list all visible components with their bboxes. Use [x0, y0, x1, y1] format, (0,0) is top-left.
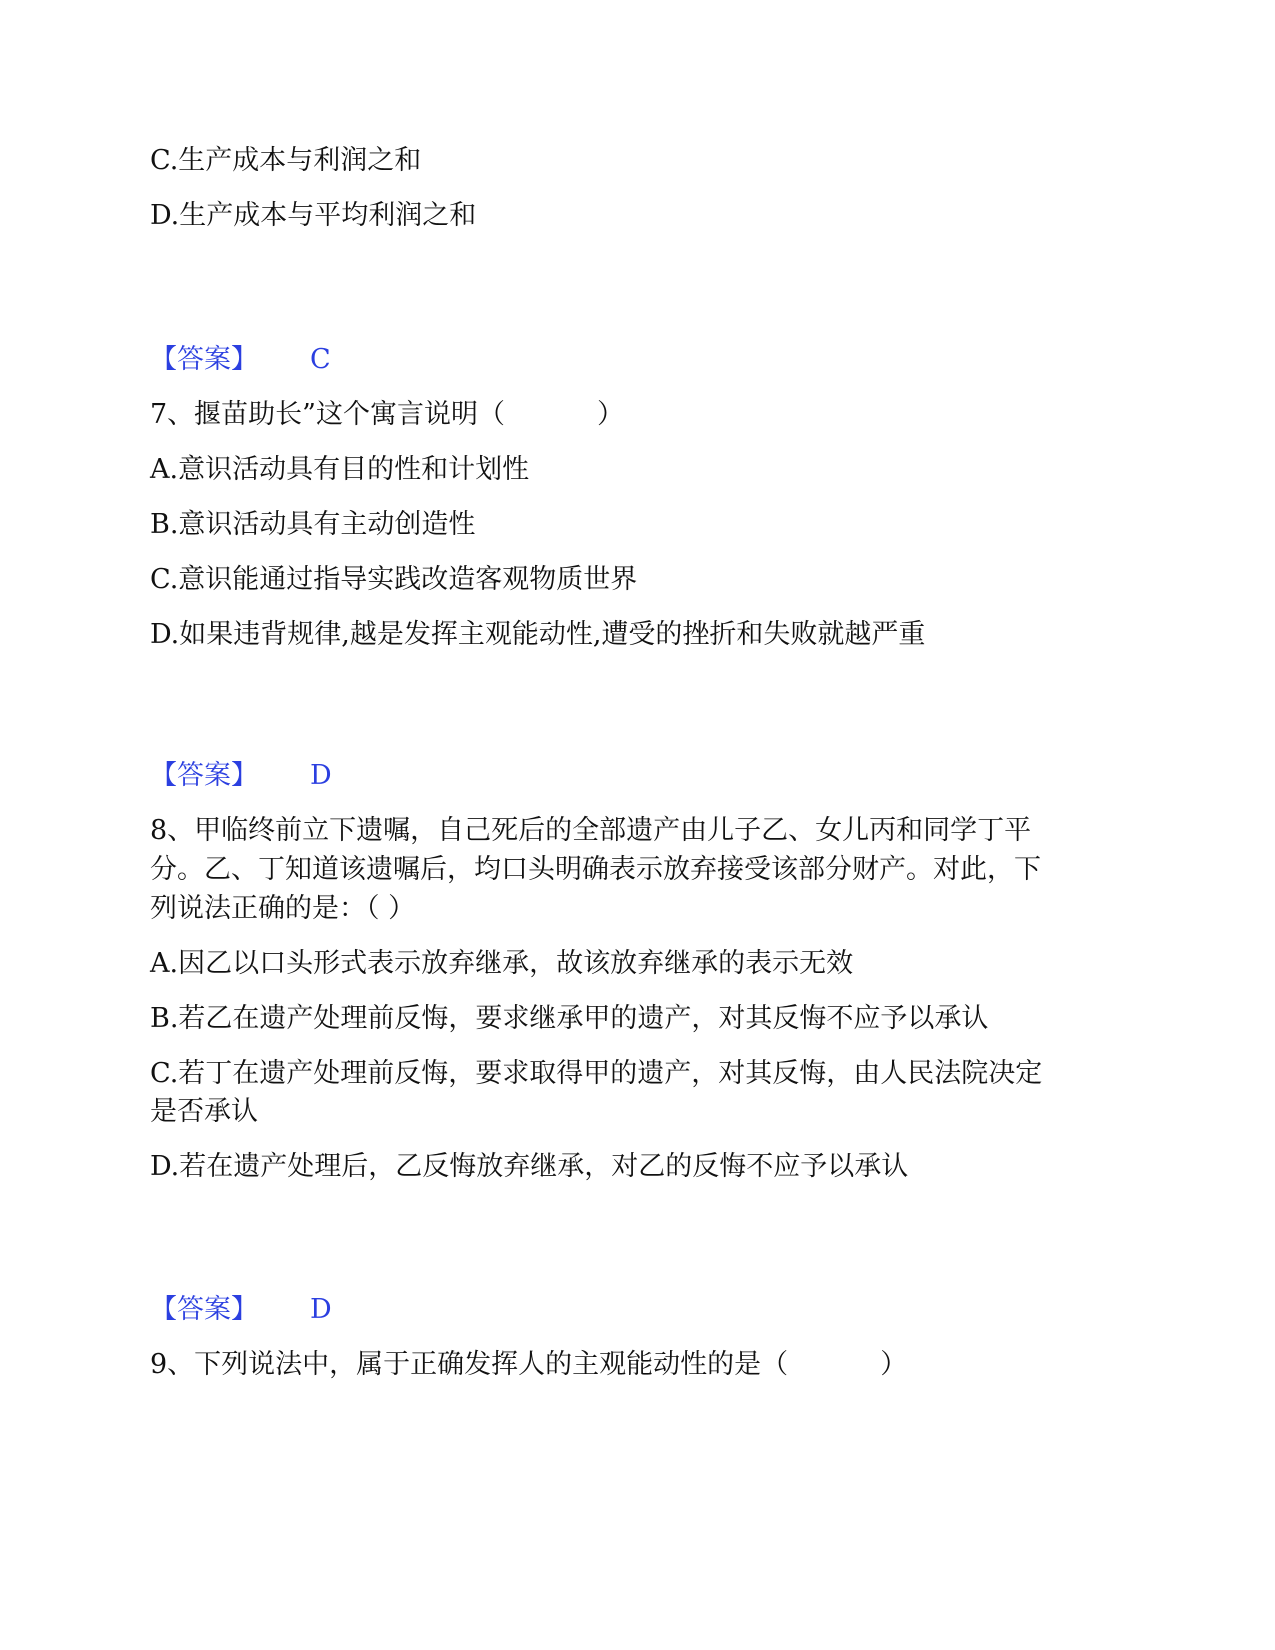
q7-option-b: B.意识活动具有主动创造性	[150, 509, 476, 540]
answer-value: C	[310, 344, 331, 375]
q8-answer	[150, 1291, 1110, 1329]
answer-label: 【答案】	[150, 760, 258, 791]
q9-stem-close: ）	[880, 1349, 908, 1380]
q6-option-d: D.生产成本与平均利润之和	[150, 200, 477, 231]
q8-option-c-line-2: 是否承认	[150, 1096, 258, 1127]
q7-option-c: C.意识能通过指导实践改造客观物质世界	[150, 564, 638, 595]
q7-stem-text: 7、揠苗助长”这个寓言说明（	[150, 399, 505, 430]
q7-option-d: D.如果违背规律,越是发挥主观能动性,遭受的挫折和失败就越严重	[150, 619, 926, 650]
q9-stem	[150, 1346, 1110, 1384]
answer-label: 【答案】	[150, 344, 258, 375]
answer-value: D	[310, 1294, 332, 1325]
q7-stem	[150, 396, 1110, 434]
q8-option-d: D.若在遗产处理后，乙反悔放弃继承，对乙的反悔不应予以承认	[150, 1151, 909, 1182]
q8-option-a: A.因乙以口头形式表示放弃继承，故该放弃继承的表示无效	[150, 948, 854, 979]
q6-answer	[150, 341, 1110, 379]
q8-stem-line-2: 分。乙、丁知道该遗嘱后，均口头明确表示放弃接受该部分财产。对此，下	[150, 854, 1041, 885]
q8-option-c-line-1: C.若丁在遗产处理前反悔，要求取得甲的遗产，对其反悔，由人民法院决定	[150, 1058, 1043, 1089]
q7-answer	[150, 757, 1110, 795]
q9-stem-text: 9、下列说法中，属于正确发挥人的主观能动性的是（	[150, 1349, 789, 1380]
answer-value: D	[310, 760, 332, 791]
q6-option-c: C.生产成本与利润之和	[150, 145, 422, 176]
q7-option-a: A.意识活动具有目的性和计划性	[150, 454, 530, 485]
q8-stem-line-1: 8、甲临终前立下遗嘱，自己死后的全部遗产由儿子乙、女儿丙和同学丁平	[150, 815, 1032, 846]
q8-stem-line-3: 列说法正确的是：（ ）	[150, 893, 416, 924]
answer-label: 【答案】	[150, 1294, 258, 1325]
q8-option-b: B.若乙在遗产处理前反悔，要求继承甲的遗产，对其反悔不应予以承认	[150, 1003, 989, 1034]
q7-stem-close: ）	[596, 399, 624, 430]
